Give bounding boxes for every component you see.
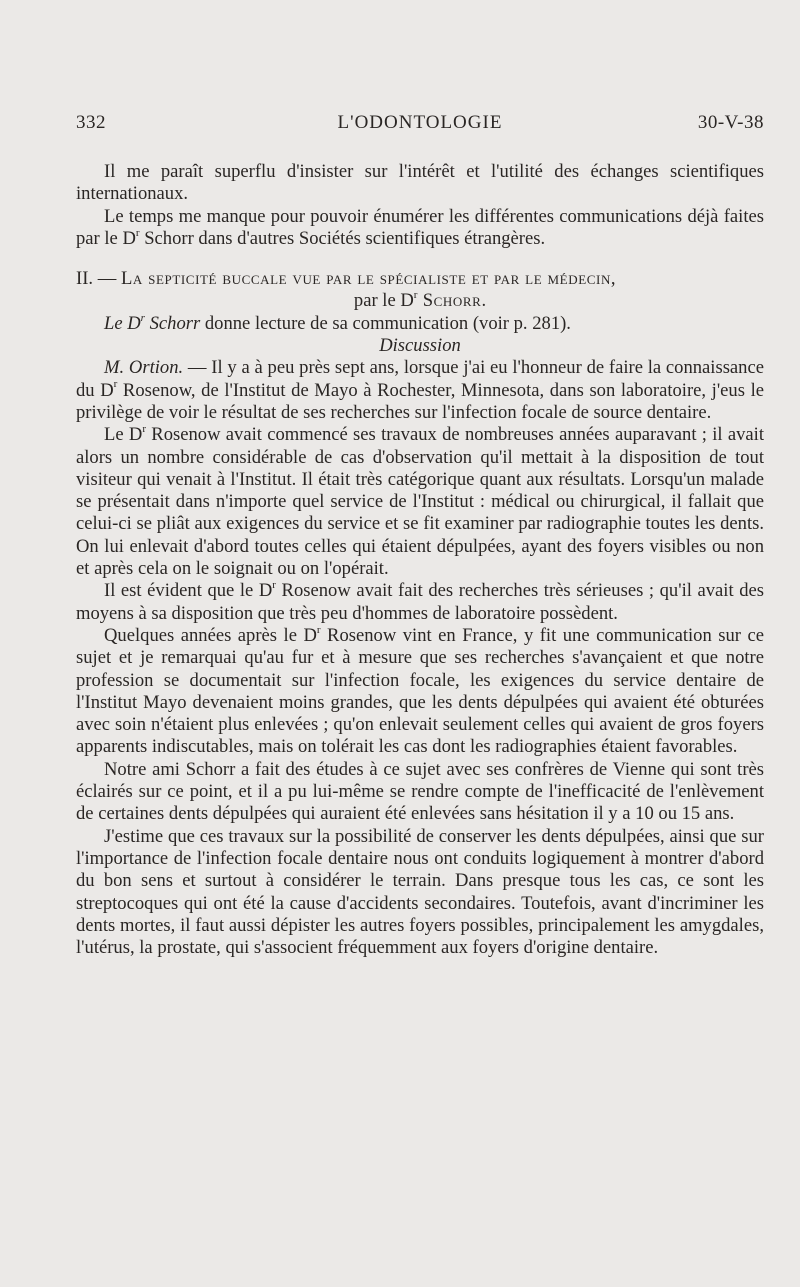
paragraph-communications: Le temps me manque pour pouvoir énumérer les différentes communications déjà faites par le $D^r$ Schorr dans d'autres Sociétés scientifiques étrangères. [76, 205, 764, 249]
page-number: 332 [76, 112, 106, 133]
discussion-heading: Discussion [379, 335, 461, 357]
paragraph-discussion-2: Le $D^r$ Rosenow avait commencé ses travaux de nombreuses années auparavant ; il avait alors un nombre considérable de cas d'observation qu'il mettait à la disposition de tout visiteur qui venait à l'Institut. Il était très catégorique quant aux résultats. Lorsqu'un malade se présentait dans n'importe quel service de l'Institut : médical ou chirurgical, il fallait que celui-ci se pliât aux exigences du service et se fit examiner par radiographie toutes les dents. On lui enlevait d'abord toutes celles qui étaient dépulpées, ayant des foyers visibles ou non et après cela on le soignait ou on l'opérait. [76, 423, 765, 580]
page-body [76, 161, 764, 959]
paragraph-discussion-1: M. Ortion. — Il y a à peu près sept ans, lorsque j'ai eu l'honneur de faire la connaissance du $D^r$ Rosenow, de l'Institut de Mayo à Rochester, Minnesota, dans son laboratoire, j'eus le privilège de voir le résultat de ses recherches sur l'infection focale de source dentaire. [76, 357, 764, 423]
paragraph-discussion-6: J'estime que ces travaux sur la possibilité de conserver les dents dépulpées, ainsi que sur l'importance de l'infection focale dentaire nous ont conduits logiquement à montrer d'abord du bon sens et surtout à considérer le terrain. Dans presque tous les cas, ce sont les streptocoques qui ont été la cause d'accidents secondaires. Toutefois, avant d'incriminer les dents mortes, il faut aussi dépister les autres foyers possibles, principalement les amygdales, l'utérus, la prostate, qui s'associent fréquemment aux foyers d'origine dentaire. [76, 825, 764, 959]
issue-date: 30-V-38 [697, 112, 764, 133]
paragraph-discussion-5: Notre ami Schorr a fait des études à ce sujet avec ses confrères de Vienne qui sont très éclairés sur ce point, et il a pu lui-même se rendre compte de l'inefficacité de l'enlèvement de certaines dents dépulpées qui auraient été enlevées sans hésitation il y a 10 ou 15 ans. [76, 758, 764, 825]
section-heading: II. — La septicité buccale vue par le spécialiste et par le médecin, [76, 268, 617, 290]
paragraph-reading: Le $D^r$ Schorr donne lecture de sa communication (voir p. 281). [104, 311, 571, 334]
running-header [76, 112, 764, 140]
paragraph-intro: Il me paraît superflu d'insister sur l'intérêt et l'utilité des échanges scientifiques internationaux. [76, 161, 764, 205]
journal-title: L'ODONTOLOGIE [337, 112, 503, 133]
paragraph-discussion-4: Quelques années après le $D^r$ Rosenow vint en France, y fit une communication sur ce sujet et je remarquai qu'au fur et à mesure que ses recherches s'avançaient et que notre profession se documentait sur l'infection focale, les exigences du service dentaire de l'Institut Mayo devenaient moins grandes, que les dents dépulpées qui avaient été obturées avec soin n'étaient plus enlevées ; qu'on enlevait seulement celles qui avaient de gros foyers apparents indiscutables, mais on tolérait les cas dont les radiographies étaient favorables. [76, 623, 764, 758]
section-byline: par le $D^r$ Schorr. [353, 289, 487, 312]
document-page [76, 112, 764, 959]
speaker-name: M. Ortion. [104, 357, 184, 379]
section-title: La septicité buccale vue par le spécialiste et par le médecin, [120, 268, 617, 290]
paragraph-discussion-3: Il est évident que le $D^r$ Rosenow avait fait des recherches très sérieuses ; qu'il avait des moyens à sa disposition que très peu d'hommes de laboratoire possèdent. [76, 579, 764, 624]
section-numeral: II. [76, 268, 94, 290]
